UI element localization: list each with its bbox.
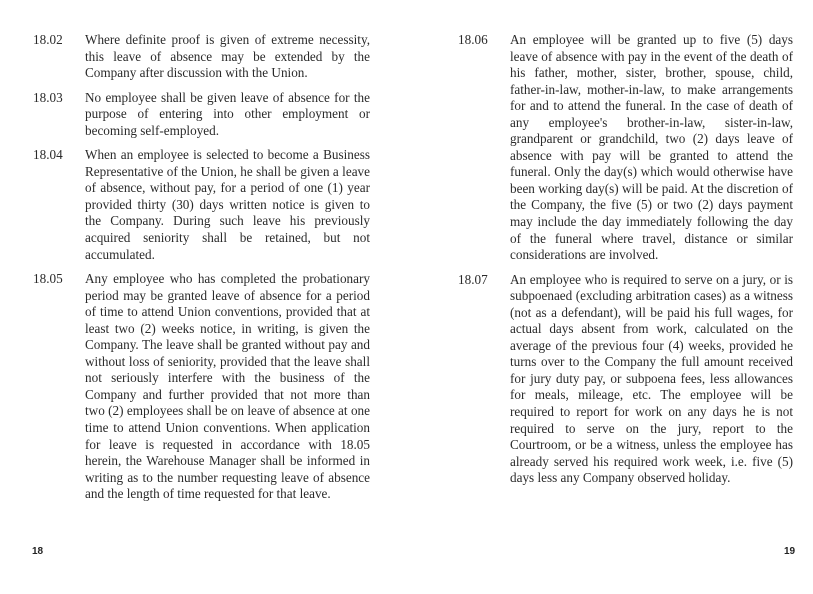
clause-18-02 xyxy=(33,32,370,82)
clause-18-06 xyxy=(458,32,793,264)
clause-text: Any employee who has completed the probationary period may be granted leave of absence for a period of time to attend Union conventions, provided that at least two (2) weeks notice, in writing, is given the Company. The leave shall be granted without pay and without loss of seniority, provided that the leave shall not seriously interfere with the business of the Company and further provided that not more than two (2) employees shall be on leave of absence at one time to attend Union conventions. When application for leave is requested in accordance with 18.05 herein, the Warehouse Manager shall be informed in writing as to the number requesting leave of absence and the length of time requested for that leave. xyxy=(85,271,370,502)
clause-number: 18.04 xyxy=(33,147,63,163)
clause-number: 18.07 xyxy=(458,271,488,287)
clause-text: No employee shall be given leave of absence for the purpose of entering into other employment or becoming self-employed. xyxy=(85,89,370,138)
clause-text: When an employee is selected to become a Business Representative of the Union, he shall be given a leave of absence, without pay, for a period of one (1) year provided thirty (30) days written notice is given to the Company. During such leave his previously acquired seniority shall be retained, but not accumulated. xyxy=(85,147,370,262)
clause-number: 18.02 xyxy=(33,32,63,47)
clause-text: Where definite proof is given of extreme necessity, this leave of absence may be extended by the Company after discussion with the Union. xyxy=(85,32,370,81)
clause-number: 18.06 xyxy=(458,32,488,47)
right-page-column xyxy=(458,32,793,495)
clause-text: An employee will be granted up to five (5) days leave of absence with pay in the event of the death of his father, mother, sister, brother, spouse, child, father-in-law, mother-in-law, to make arrangements for and to attend the funeral. In the case of death of any employee's brother-in-law, sister-in-law, grandparent or grandchild, two (2) days leave of absence with pay will be granted to attend the funeral. Only the day(s) which would otherwise have been working day(s) will be paid. At the discretion of the Company, the five (5) or two (2) days payment may include the day immediately following the day of the funeral where travel, distance or similar considerations are involved. xyxy=(510,32,793,263)
clause-18-03 xyxy=(33,90,370,140)
clause-18-07 xyxy=(458,272,793,487)
page-number-right: 19 xyxy=(784,546,796,557)
page-number-left: 18 xyxy=(32,546,44,557)
left-page-column xyxy=(33,32,370,511)
clause-number: 18.03 xyxy=(33,89,63,105)
clause-number: 18.05 xyxy=(33,271,63,287)
clause-18-05 xyxy=(33,271,370,503)
clause-18-04 xyxy=(33,147,370,263)
clause-text: An employee who is required to serve on a jury, or is subpoenaed (excluding arbitration cases) as a witness (not as a defendant), will be paid his full wages, for actual days absent from work, calculated on the average of the previous four (4) weeks, provided he turns over to the Company the full amount received for jury duty pay, or subpoena fees, less allowances for meals, mileage, etc. The employee will be required to report for work on any days he is not required to serve on the jury, report to the Courtroom, or be a witness, unless the employee has already served his required work week, i.e. five (5) days less any Company observed holiday. xyxy=(510,271,793,486)
